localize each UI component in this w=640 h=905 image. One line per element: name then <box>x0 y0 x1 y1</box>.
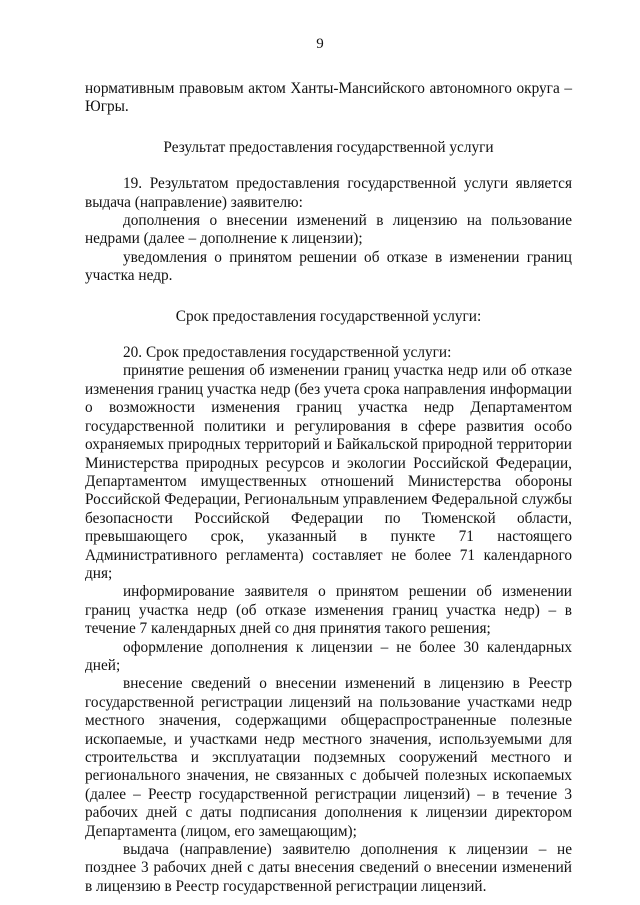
paragraph-19-item-2: уведомления о принятом решении об отказе в изменении границ участка недр. <box>85 248 572 285</box>
section-heading-term: Срок предоставления государственной услуги: <box>175 307 482 325</box>
page-number: 9 <box>316 36 324 52</box>
section-heading-result: Результат предоставления государственной услуги <box>163 138 494 156</box>
paragraph-20-item-3: оформление дополнения к лицензии – не более 30 календарных дней; <box>85 638 572 674</box>
paragraph-20-item-1: принятие решения об изменении границ участка недр или об отказе изменения границ участка недр (без учета срока направления информации о возможности изменения границ участка недр Департаментом государственной политики и регулирования в сфере развития особо охраняемых природных территорий и Байкальской природной территории Министерства природных ресурсов и экологии Российской Федерации, Департаментом имущественных отношений Министерства обороны Российской Федерации, Региональным управлением Федеральной службы безопасности Российской Федерации по Тюменской области, превышающего срок, указанный в пункте 71 настоящего Административного регламента) составляет не более 71 календарного дня; <box>85 362 572 582</box>
intro-paragraph: нормативным правовым актом Ханты-Мансийского автономного округа – Югры. <box>85 80 572 116</box>
document-body <box>85 80 572 896</box>
paragraph-19-item-1: дополнения о внесении изменений в лицензию на пользование недрами (далее – дополнение к лицензии); <box>85 212 572 248</box>
paragraph-19: 19. Результатом предоставления государственной услуги является выдача (направление) заявителю: <box>85 175 572 211</box>
paragraph-20: 20. Срок предоставления государственной услуги: <box>123 344 452 362</box>
paragraph-20-item-5: выдача (направление) заявителю дополнения к лицензии – не позднее 3 рабочих дней с даты внесения сведений о внесении изменений в лицензию в Реестр государственной регистрации лицензий. <box>85 841 572 895</box>
paragraph-20-item-2: информирование заявителя о принятом решении об изменении границ участка недр (об отказе изменения границ участка недр) – в течение 7 календарных дней со дня принятия такого решения; <box>85 583 572 638</box>
paragraph-20-item-4: внесение сведений о внесении изменений в лицензию в Реестр государственной регистрации лицензий на пользование участками недр местного значения, содержащими общераспространенные полезные ископаемые, и участками недр местного значения, используемыми для строительства и эксплуатации подземных сооружений местного и регионального значения, не связанных с добычей полезных ископаемых (далее – Реестр государственной регистрации лицензий) – в течение 3 рабочих дней с даты подписания дополнения к лицензии директором Департамента (лицом, его замещающим); <box>85 675 572 840</box>
